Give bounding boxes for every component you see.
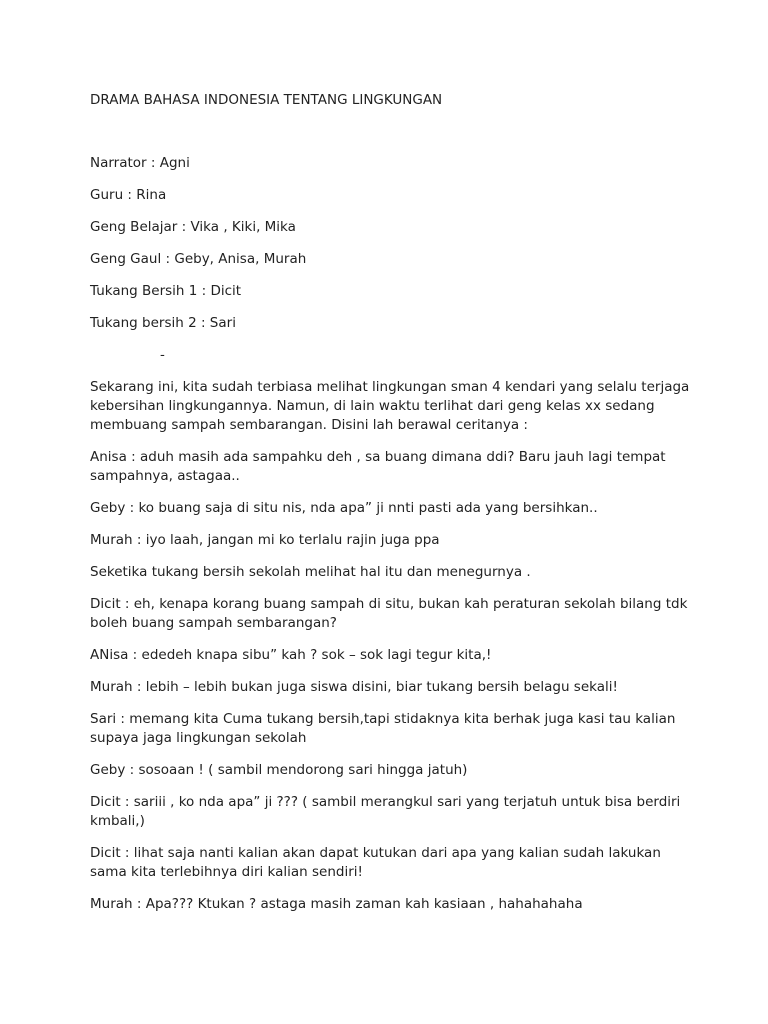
document-title: DRAMA BAHASA INDONESIA TENTANG LINGKUNGAN: [90, 92, 443, 108]
dialogue-line: Murah : lebih – lebih bukan juga siswa disini, biar tukang bersih belagu sekali!: [90, 679, 618, 695]
dialogue-line: Murah : Apa??? Ktukan ? astaga masih zaman kah kasiaan , hahahahaha: [90, 896, 583, 912]
dialogue-line: Geby : sosoaan ! ( sambil mendorong sari hingga jatuh): [90, 762, 468, 778]
dialogue-line: Sari : memang kita Cuma tukang bersih,tapi stidaknya kita berhak juga kasi tau kalian supaya jaga lingkungan sekolah: [90, 711, 676, 746]
narration-paragraph: Sekarang ini, kita sudah terbiasa melihat lingkungan sman 4 kendari yang selalu terjaga kebersihan lingkungannya. Namun, di lain waktu terlihat dari geng kelas xx sedang membuang sampah sembarangan. Disini lah berawal ceritanya :: [90, 379, 690, 433]
dialogue-line: Anisa : aduh masih ada sampahku deh , sa buang dimana ddi? Baru jauh lagi tempat sampahnya, astagaa..: [90, 449, 666, 484]
document-body: [90, 91, 690, 927]
dialogue-line: Dicit : eh, kenapa korang buang sampah di situ, bukan kah peraturan sekolah bilang tdk boleh buang sampah sembarangan?: [90, 596, 688, 631]
cast-line-geng-belajar: Geng Belajar : Vika , Kiki, Mika: [90, 219, 296, 235]
dialogue-line: Dicit : lihat saja nanti kalian akan dapat kutukan dari apa yang kalian sudah lakukan sama kita terlebihnya diri kalian sendiri!: [90, 845, 661, 880]
dialogue-line: Geby : ko buang saja di situ nis, nda apa” ji nnti pasti ada yang bersihkan..: [90, 500, 598, 516]
cast-line-tukang-bersih-1: Tukang Bersih 1 : Dicit: [90, 283, 242, 299]
cast-line-geng-gaul: Geng Gaul : Geby, Anisa, Murah: [90, 251, 307, 267]
cast-line-guru: Guru : Rina: [90, 187, 167, 203]
dialogue-line: Murah : iyo laah, jangan mi ko terlalu rajin juga ppa: [90, 532, 440, 548]
cast-line-narrator: Narrator : Agni: [90, 155, 190, 171]
cast-line-tukang-bersih-2: Tukang bersih 2 : Sari: [90, 315, 236, 331]
dialogue-line: ANisa : ededeh knapa sibu” kah ? sok – sok lagi tegur kita,!: [90, 647, 492, 663]
narration-paragraph: Seketika tukang bersih sekolah melihat hal itu dan menegurnya .: [90, 564, 531, 580]
dialogue-line: Dicit : sariii , ko nda apa” ji ??? ( sambil merangkul sari yang terjatuh untuk bisa berdiri kmbali,): [90, 794, 681, 829]
separator-dash: -: [160, 347, 165, 363]
